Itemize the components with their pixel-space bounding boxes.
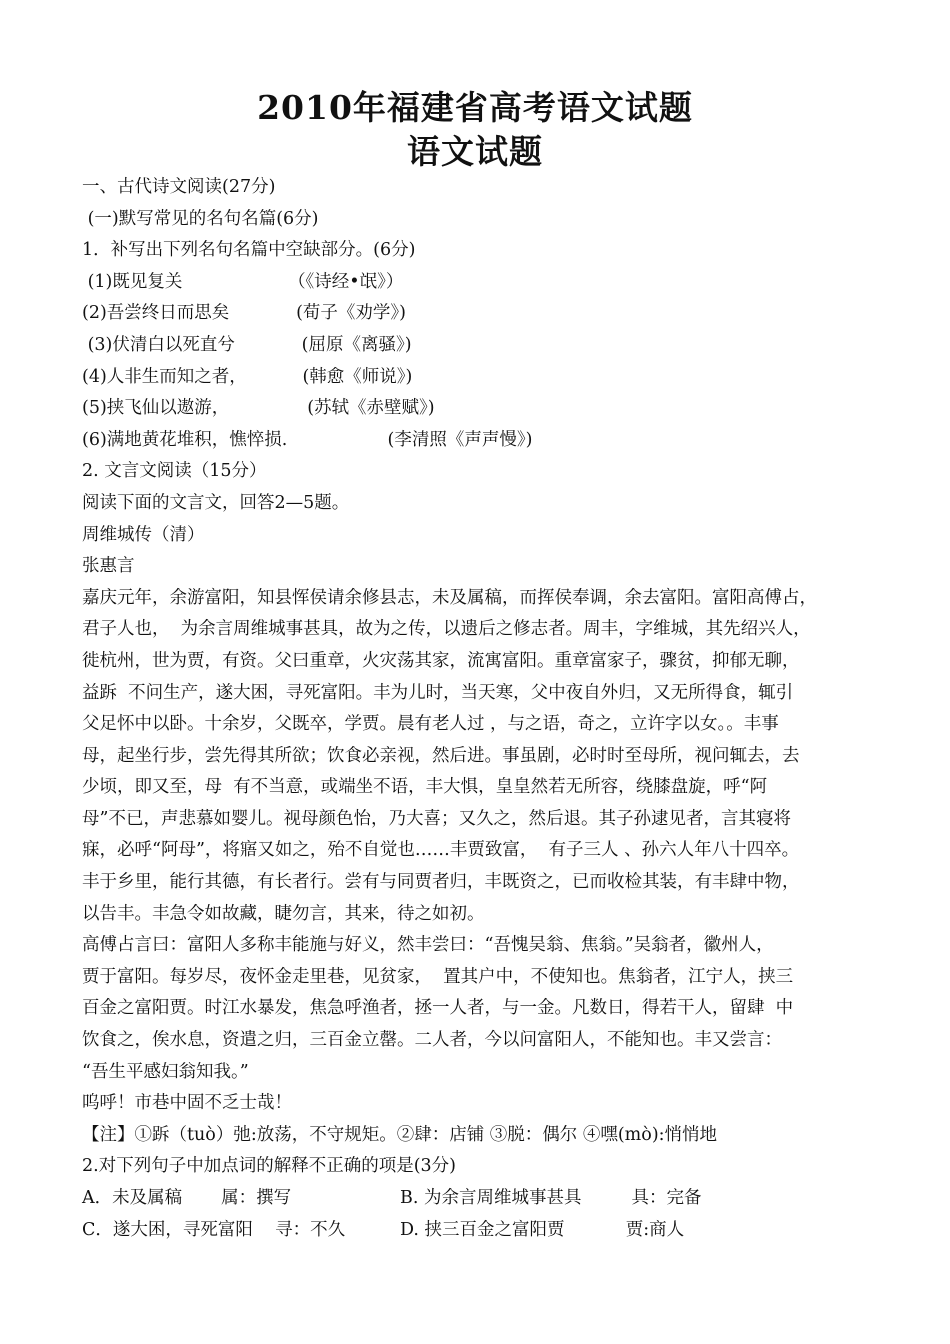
article-author: 张惠言 [82, 556, 135, 577]
option-a: A．未及属稿 属：撰写 [82, 1188, 292, 1208]
q1-item: (3)伏清白以死直兮 (屈原《离骚》) [82, 334, 412, 355]
article-line: 益跅 不问生产，遂大困，寻死富阳。丰为儿时，当天寒，父中夜自外归，又无所得食，辄引 [82, 682, 794, 703]
article-line: 高傅占言曰：富阳人多称丰能施与好义，然丰尝曰：“吾愧吴翁、焦翁。”吴翁者，徽州人， [82, 935, 774, 956]
article-line: 饮食之，俟水息，资遣之归，三百金立罄。二人者，今以问富阳人，不能知也。丰又尝言： [82, 1030, 782, 1051]
article-line: 少顷，即又至，母 有不当意，或端坐不语，丰大惧，皇皇然若无所容，绕膝盘旋，呼“阿 [82, 777, 768, 798]
article-line: 丰于乡里，能行其德，有长者行。尝有与同贾者归，丰既资之，已而收检其装，有丰肆中物， [82, 872, 800, 893]
answer-options-row [82, 1183, 882, 1215]
question-2-title: 2. 文言文阅读（15分） [82, 461, 267, 482]
document-body [82, 172, 882, 1246]
question-2-instruction: 阅读下面的文言文，回答2—5题。 [82, 492, 350, 513]
section-heading: 一、古代诗文阅读(27分) [82, 177, 276, 197]
article-line: 君子人也， 为余言周维城事甚具，故为之传，以遗后之修志者。周丰，字维城，其先绍兴人， [82, 619, 811, 640]
answer-options-row [82, 1215, 882, 1247]
article-title: 周维城传（清） [82, 524, 205, 545]
footnote: 【注】①跅（tuò）弛:放荡，不守规矩。②肆：店铺 ③脱：偶尔 ④嘿(mò):悄悄地 [82, 1124, 718, 1145]
option-c: C．遂大困，寻死富阳 寻：不久 [82, 1219, 346, 1240]
option-d: D. 挟三百金之富阳贾 贾:商人 [400, 1219, 685, 1240]
article-line: 母”不已，声悲慕如婴儿。视母颜色怡，乃大喜；又久之，然后退。其子孙逮见者，言其寝将 [82, 808, 791, 829]
q1-item: (4)人非生而知之者， (韩愈《师说》) [82, 366, 413, 387]
article-line: 父足怀中以卧。十余岁，父既卒，学贾。晨有老人过 ，与之语，奇之，立许字以女。。丰事 [82, 714, 779, 735]
q1-item: (6)满地黄花堆积，憔悴损. (李清照《声声慢》) [82, 429, 533, 450]
option-b: B. 为余言周维城事甚具 具：完备 [400, 1188, 702, 1208]
article-line: 以告丰。丰急令如故藏，睫勿言，其来，待之如初。 [82, 903, 485, 924]
article-line: 百金之富阳贾。时江水暴发，焦急呼渔者，拯一人者，与一金。凡数日，得若干人，留肆 中 [82, 998, 794, 1019]
article-line: 徙杭州，世为贾，有资。父曰重章，火灾荡其家，流寓富阳。重章富家子，骤贫，抑郁无聊， [82, 650, 800, 671]
article-line: 母，起坐行步，尝先得其所欲；饮食必亲视，然后进。事虽剧，必时时至母所，视问辄去，去 [82, 745, 800, 766]
article-line: 寐，必呼“阿母”，将寤又如之，殆不自觉也……丰贾致富， 有子三人 、孙六人年八十四卒。 [82, 840, 800, 861]
article-line: 贾于富阳。每岁尽，夜怀金走里巷，见贫家， 置其户中，不使知也。焦翁者，江宁人，挟三 [82, 966, 794, 987]
document-subtitle: 语文试题 [407, 132, 543, 171]
article-line: “吾生平感妇翁知我。” [82, 1061, 249, 1082]
article-line: 呜呼！市巷中固不乏士哉！ [82, 1093, 292, 1114]
question-1-intro: 1．补写出下列名句名篇中空缺部分。(6分) [82, 240, 416, 261]
q1-item: (1)既见复关 （《诗经•氓》） [82, 271, 404, 292]
article-line: 嘉庆元年，余游富阳，知县恽侯请余修县志，未及属稿，而挥侯奉调，余去富阳。富阳高傅占， [82, 587, 817, 608]
q1-item: (2)吾尝终日而思矣 (荀子《劝学》) [82, 303, 406, 324]
subsection-heading: (一)默写常见的名句名篇(6分) [82, 208, 319, 229]
question-2-prompt: 2.对下列句子中加点词的解释不正确的项是(3分) [82, 1156, 456, 1177]
document-title: 2010年福建省高考语文试题 [257, 88, 693, 127]
q1-item: (5)挟飞仙以遨游， (苏轼《赤壁赋》) [82, 398, 435, 419]
